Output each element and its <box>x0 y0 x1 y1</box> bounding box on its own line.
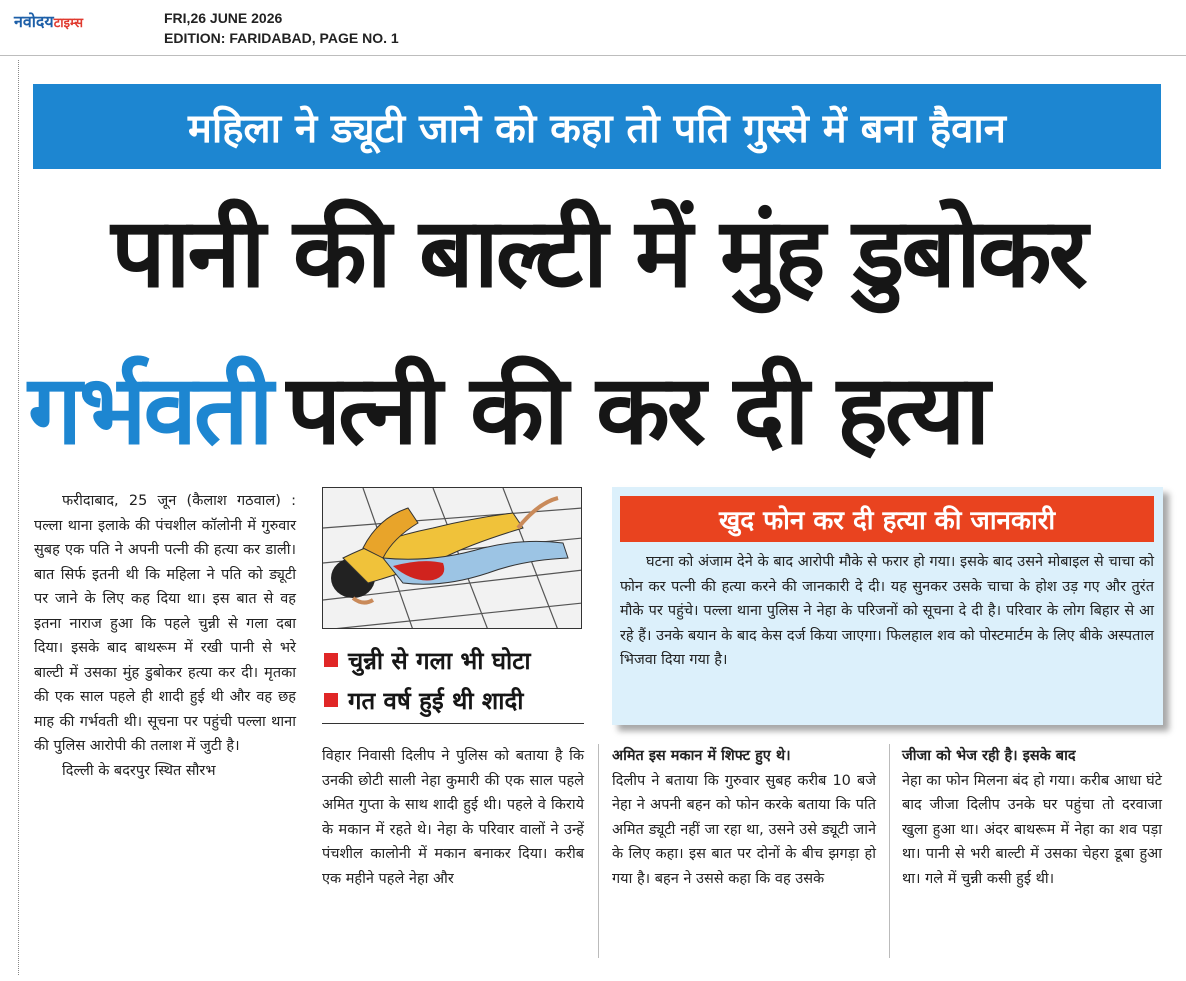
headline-highlight-word: गर्भवती <box>28 354 271 466</box>
sidebar-box-body: घटना को अंजाम देने के बाद आरोपी मौके से फरार हो गया। इसके बाद उसने मोबाइल से चाचा को फोन कर पत्नी की हत्या करने की जानकारी दे दी। यह सुनकर उसके चाचा के होश उड़ गए और तुरंत मौके पर पहुंचे। पल्ला थाना पुलिस ने नेहा के परिजनों को सूचना दे दी है। परिवार के लोग बिहार से आ रहे हैं। उनके बयान के बाद केस दर्ज किया जाएगा। फिलहाल शव को पोस्टमार्टम के लिए बीके अस्पताल भिजवा दिया गया है। <box>620 554 1154 668</box>
crime-illustration <box>322 487 582 629</box>
column-1-paragraph-1: फरीदाबाद, 25 जून (कैलाश गठवाल) : पल्ला थाना इलाके की पंचशील कॉलोनी में गुरुवार सुबह एक पति ने अपनी पत्नी की हत्या कर डाली। बात सिर्फ इतनी थी कि महिला ने पति को ड्यूटी पर जाने के लिए कह दिया था। इस बात से वह इतना नाराज हुआ कि पहले चुन्नी से गला दबा दिया। इसके बाद बाथरूम में रखी पानी से भरे बाल्टी में उसका मुंह डुबोकर हत्या कर दी। मृतका की एक साल पहले ही शादी हुई थी और वह छह माह की गर्भवती थी। सूचना पर पहुंची पल्ला थाना की पुलिस आरोपी की तलाश में जुटी है। <box>34 493 296 754</box>
column-3-text: दिलीप ने बताया कि गुरुवार सुबह करीब 10 बजे नेहा ने अपनी बहन को फोन करके बताया कि पति अमित ड्यूटी नहीं जा रहा था, उसने उसे ड्यूटी जाने के लिए कहा। इस बात पर दोनों के बीच झगड़ा हो गया है। बहन ने उससे कहा कि वह उसके <box>612 772 876 887</box>
article-column-4 <box>902 744 1162 891</box>
article-column-2 <box>322 744 584 891</box>
column-divider <box>598 744 599 958</box>
bullet-text: चुन्नी से गला भी घोटा <box>348 646 531 675</box>
kicker-band: महिला ने ड्यूटी जाने को कहा तो पति गुस्से में बना हैवान <box>33 84 1161 169</box>
edition-meta <box>164 8 399 48</box>
column-divider <box>889 744 890 958</box>
column-3-lead: अमित इस मकान में शिफ्ट हुए थे। <box>612 748 791 764</box>
article-column-1 <box>34 489 296 783</box>
newspaper-logo[interactable] <box>14 10 83 32</box>
sidebar-box-title: खुद फोन कर दी हत्या की जानकारी <box>620 496 1154 542</box>
issue-date: FRI,26 JUNE 2026 <box>164 10 283 26</box>
edition-info: EDITION: FARIDABAD, PAGE NO. 1 <box>164 30 399 46</box>
page-header <box>0 0 1186 56</box>
headline-line-2-rest: पत्नी की कर दी हत्या <box>286 354 988 466</box>
illustration-graphic <box>323 488 582 629</box>
page-left-rule <box>18 60 19 975</box>
article-column-3 <box>612 744 876 891</box>
column-1-paragraph-2: दिल्ली के बदरपुर स्थित सौरभ <box>62 762 216 779</box>
bullet-point <box>324 680 586 720</box>
logo-sub-text: टाइम्स <box>53 16 84 31</box>
logo-main-text: नवोदय <box>14 12 54 31</box>
bullet-divider <box>322 723 584 724</box>
bullet-square-icon <box>324 693 338 707</box>
column-2-text: विहार निवासी दिलीप ने पुलिस को बताया है कि उनकी छोटी साली नेहा कुमारी की एक साल पहले अमित गुप्ता के साथ शादी हुई थी। पहले वे किराये के मकान में रहते थे। नेहा के परिवार वालों ने उन्हें पंचशील कालोनी में मकान बनाकर दिया। करीब एक महीने पहले नेहा और <box>322 748 584 887</box>
headline-line-2 <box>28 340 1168 480</box>
column-4-lead: जीजा को भेज रही है। इसके बाद <box>902 748 1076 764</box>
bullet-square-icon <box>324 653 338 667</box>
headline-line-1: पानी की बाल्टी में मुंह डुबोकर <box>111 197 1085 309</box>
bullet-point <box>324 640 586 680</box>
bullet-text: गत वर्ष हुई थी शादी <box>348 686 524 715</box>
column-4-text: नेहा का फोन मिलना बंद हो गया। करीब आधा घंटे बाद जीजा दिलीप उनके घर पहुंचा तो दरवाजा खुला हुआ था। अंदर बाथरूम में नेहा का शव पड़ा था। पानी से भरी बाल्टी में उसका चेहरा डूबा हुआ था। गले में चुन्नी कसी हुई थी। <box>902 772 1162 887</box>
